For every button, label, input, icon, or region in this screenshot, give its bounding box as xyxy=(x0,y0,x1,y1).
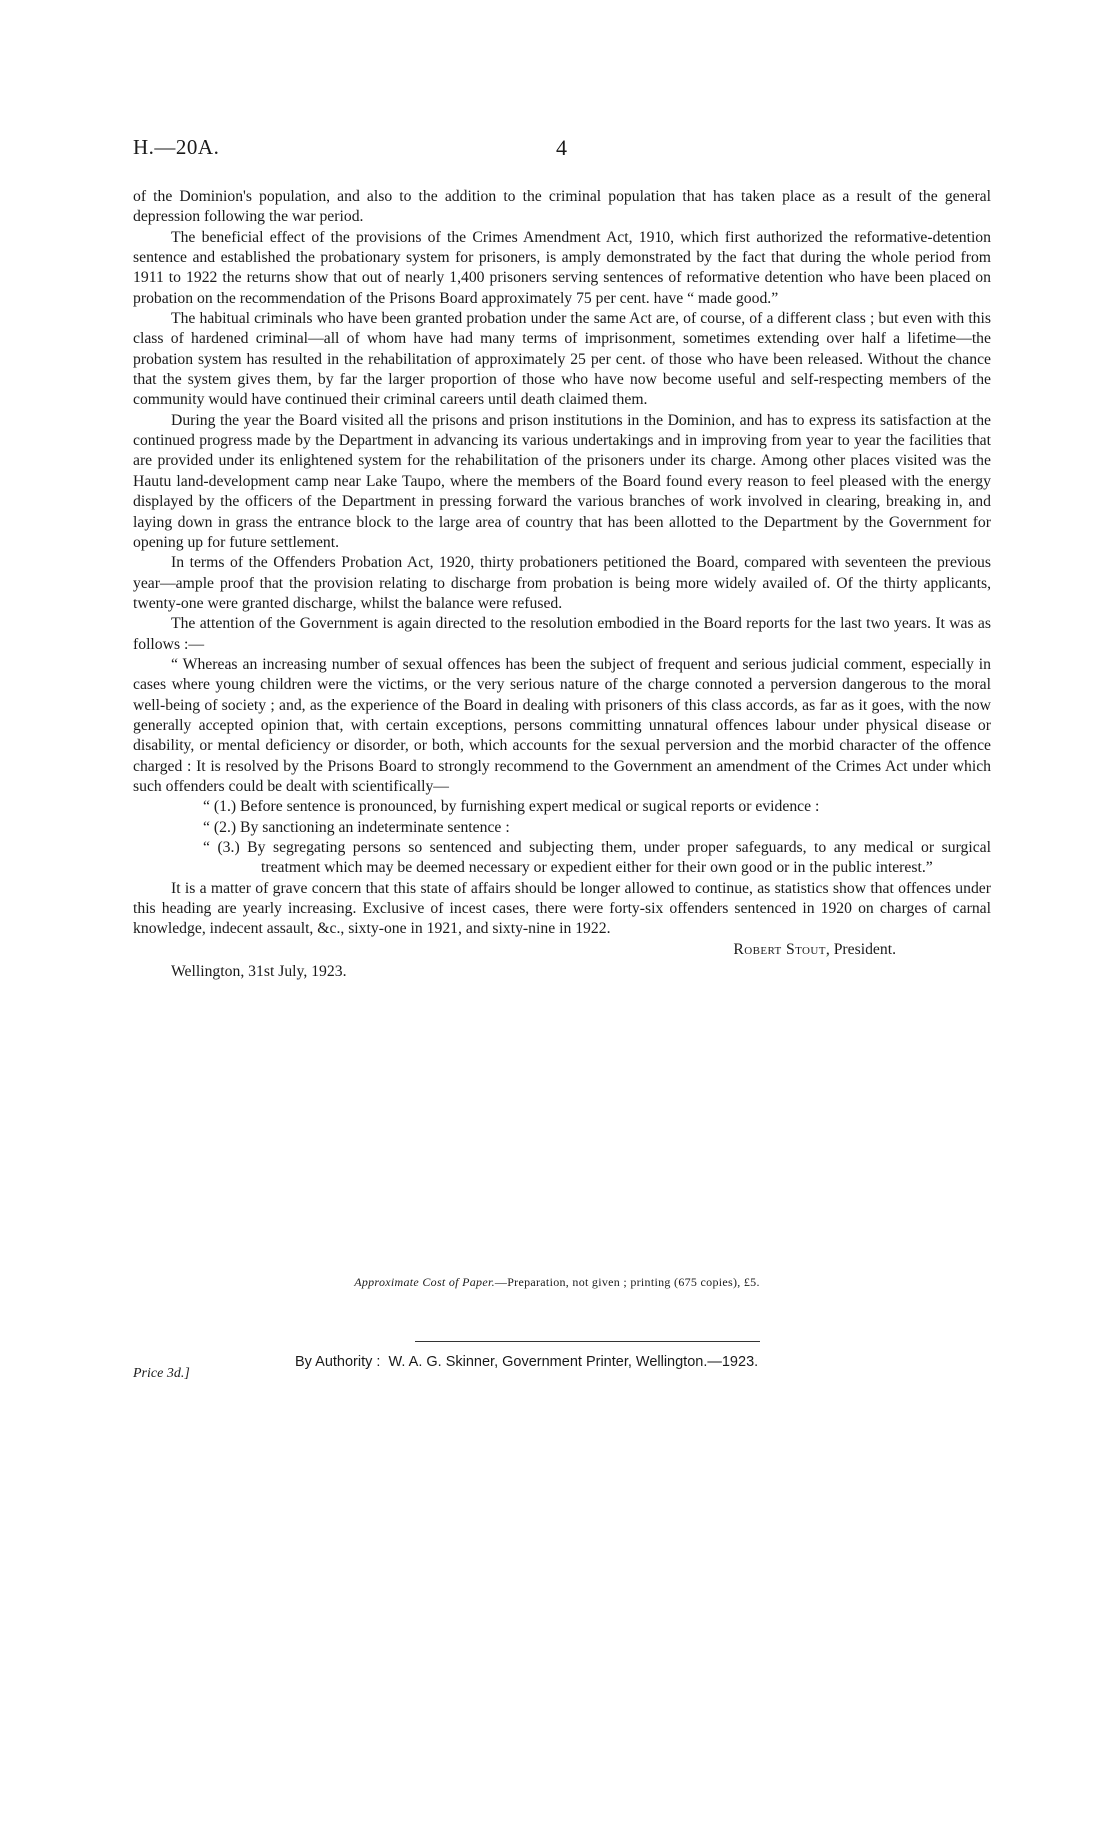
resolution-preamble: “ Whereas an increasing number of sexual offences has been the subject of frequent and serious judicial comment, especially in cases where young children were the victims, or the very serious nature of the charge connoted a perversion dangerous to the moral well-being of society ; and, as the experience of the Board in dealing with prisoners of this class accords, as far as it goes, with the now generally accepted opinion that, with certain exceptions, persons committing unnatural offences labour under physical disease or disability, or mental deficiency or disorder, or both, which accounts for the sexual perversion and the morbid character of the offence charged : It is resolved by the Prisons Board to strongly recommend to the Government an amendment of the Crimes Act under which such offenders could be dealt with scientifically— xyxy=(133,655,991,795)
footer-divider xyxy=(415,1341,760,1342)
place-date: Wellington, 31st July, 1923. xyxy=(171,963,347,981)
page-header xyxy=(133,135,1003,165)
document-code: H.—20A. xyxy=(133,135,220,159)
resolution-clause: “ (1.) Before sentence is pronounced, by furnishing expert medical or sugical reports or evidence : xyxy=(203,798,820,816)
cost-note xyxy=(0,1275,1114,1290)
report-body xyxy=(133,187,991,982)
resolution-clauses xyxy=(203,797,991,878)
paragraph: The beneficial effect of the provisions of the Crimes Amendment Act, 1910, which first authorized the reformative-detention sentence and established the probationary system for prisoners, is amply demonstrated by the fact that during the whole period from 1911 to 1922 the returns show that out of nearly 1,400 prisoners serving sentences of reformative detention who have been placed on probation on the recommendation of the Prisons Board approximately 75 per cent. have “ made good.” xyxy=(133,228,991,307)
signatory-name: Robert Stout xyxy=(733,940,826,958)
paragraph: The attention of the Government is again directed to the resolution embodied in the Board reports for the last two years. It was as follows :— xyxy=(133,615,991,653)
cost-label: Approximate Cost of Paper. xyxy=(354,1275,495,1289)
printer-line: W. A. G. Skinner, Government Printer, Wellington.—1923. xyxy=(388,1354,759,1370)
resolution-clause: “ (3.) By segregating persons so sentenced and subjecting them, under proper safeguards, to any medical or surgical treatment which may be deemed necessary or expedient either for their own good or in the public interest.” xyxy=(203,839,991,877)
cost-text: —Preparation, not given ; printing (675 copies), £5. xyxy=(494,1275,760,1289)
signature xyxy=(133,940,991,960)
paragraph: The habitual criminals who have been granted probation under the same Act are, of course, of a different class ; but even with this class of hardened criminal—all of whom have had many terms of imprisonment, sometimes extending over half a lifetime—the probation system has resulted in the rehabilitation of approximately 25 per cent. of those who have been released. Without the chance that the system gives them, by far the larger proportion of those who have now become useful and self-respecting members of the community would have continued their criminal careers until death claimed them. xyxy=(133,310,991,409)
closing-paragraph: It is a matter of grave concern that this state of affairs should be longer allowed to continue, as statistics show that offences under this heading are yearly increasing. Exclusive of incest cases, there were forty-six offenders sentenced in 1920 on charges of carnal knowledge, indecent assault, &c., sixty-one in 1921, and sixty-nine in 1922. xyxy=(133,879,991,938)
signatory-title: , President. xyxy=(825,940,896,958)
paragraph: During the year the Board visited all the prisons and prison institutions in the Dominion, and has to express its satisfaction at the continued progress made by the Department in advancing its various undertakings and in improving from year to year the facilities that are provided under its enlightened system for the rehabilitation of the prisoners under its charge. Among other places visited was the Hautu land-development camp near Lake Taupo, where the members of the Board found every reason to feel pleased with the energy displayed by the officers of the Department in pressing forward the various branches of work involved in clearing, breaking in, and laying down in grass the entrance block to the large area of country that has been allotted to the Department by the Government for opening up for future settlement. xyxy=(133,411,991,551)
paragraph: of the Dominion's population, and also to the addition to the criminal population that has taken place as a result of the general depression following the war period. xyxy=(133,188,991,226)
paragraph: In terms of the Offenders Probation Act, 1920, thirty probationers petitioned the Board, compared with seventeen the previous year—ample proof that the provision relating to discharge from probation is being more widely availed of. Of the thirty applicants, twenty-one were granted discharge, whilst the balance were refused. xyxy=(133,554,991,612)
resolution-clause: “ (2.) By sanctioning an indeterminate sentence : xyxy=(203,818,510,836)
page-number: 4 xyxy=(556,135,567,160)
authority-label: By Authority : xyxy=(295,1354,381,1370)
price: Price 3d.] xyxy=(133,1366,190,1381)
printer-imprint xyxy=(295,1354,875,1370)
